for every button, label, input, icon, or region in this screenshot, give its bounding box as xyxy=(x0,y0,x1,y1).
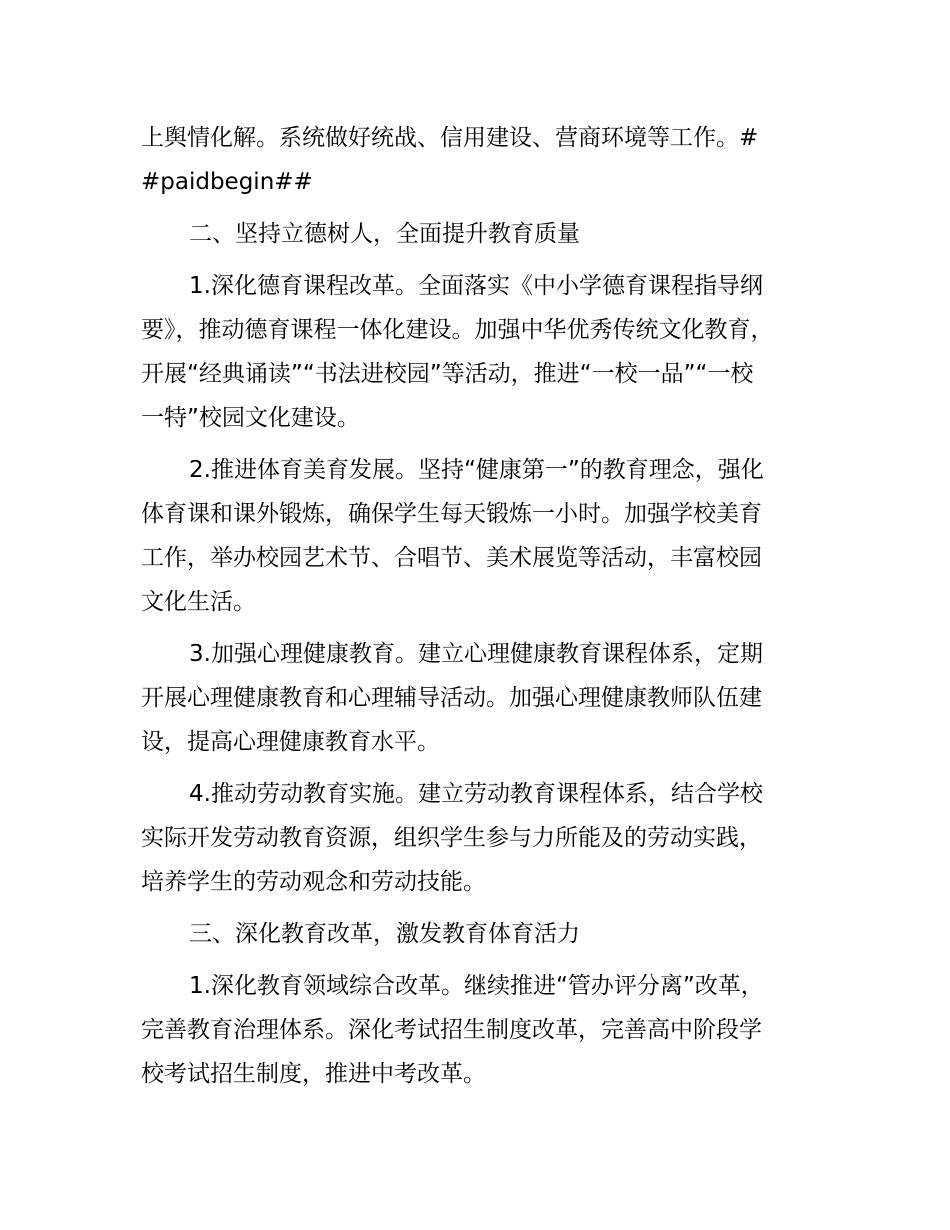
paragraph-labor-education xyxy=(141,772,831,904)
text-line: 要》，推动德育课程一体化建设。加强中华优秀传统文化教育， xyxy=(141,317,774,343)
text-line: 校考试招生制度，推进中考改革。 xyxy=(141,1061,486,1087)
text-line: 培养学生的劳动观念和劳动技能。 xyxy=(141,869,486,895)
text-line: 3.加强心理健康教育。建立心理健康教育课程体系，定期 xyxy=(189,641,763,667)
text-line: 2.推进体育美育发展。坚持“健康第一”的教育理念，强化 xyxy=(189,457,764,483)
text-line: 1.深化教育领域综合改革。继续推进“管办评分离”改革， xyxy=(189,973,764,999)
text-line: 开展“经典诵读”“书法进校园”等活动，推进“一校一品”“一校 xyxy=(141,361,754,387)
paragraph-moral-education xyxy=(141,264,831,440)
text-line: 实际开发劳动教育资源，组织学生参与力所能及的劳动实践， xyxy=(141,825,762,851)
text-line: 完善教育治理体系。深化考试招生制度改革，完善高中阶段学 xyxy=(141,1017,762,1043)
text-line: 体育课和课外锻炼，确保学生每天锻炼一小时。加强学校美育 xyxy=(141,501,762,527)
text-line: 上舆情化解。系统做好统战、信用建设、营商环境等工作。# xyxy=(141,125,759,151)
text-line: 工作，举办校园艺术节、合唱节、美术展览等活动，丰富校园 xyxy=(141,545,762,571)
text-line: 设，提高心理健康教育水平。 xyxy=(141,729,440,755)
text-line: #paidbegin## xyxy=(141,169,313,195)
text-line: 1.深化德育课程改革。全面落实《中小学德育课程指导纲 xyxy=(189,273,763,299)
paragraph-continuation xyxy=(141,116,831,204)
section-heading-3 xyxy=(141,912,831,956)
document-body xyxy=(141,116,831,1104)
heading-text: 三、深化教育改革，激发教育体育活力 xyxy=(189,921,580,947)
text-line: 开展心理健康教育和心理辅导活动。加强心理健康教师队伍建 xyxy=(141,685,762,711)
heading-text: 二、坚持立德树人，全面提升教育质量 xyxy=(189,221,580,247)
section-heading-2 xyxy=(141,212,831,256)
text-line: 文化生活。 xyxy=(141,589,256,615)
paragraph-mental-health xyxy=(141,632,831,764)
paragraph-education-reform xyxy=(141,964,831,1096)
text-line: 一特”校园文化建设。 xyxy=(141,405,360,431)
text-line: 4.推动劳动教育实施。建立劳动教育课程体系，结合学校 xyxy=(189,781,763,807)
paragraph-sports-arts xyxy=(141,448,831,624)
